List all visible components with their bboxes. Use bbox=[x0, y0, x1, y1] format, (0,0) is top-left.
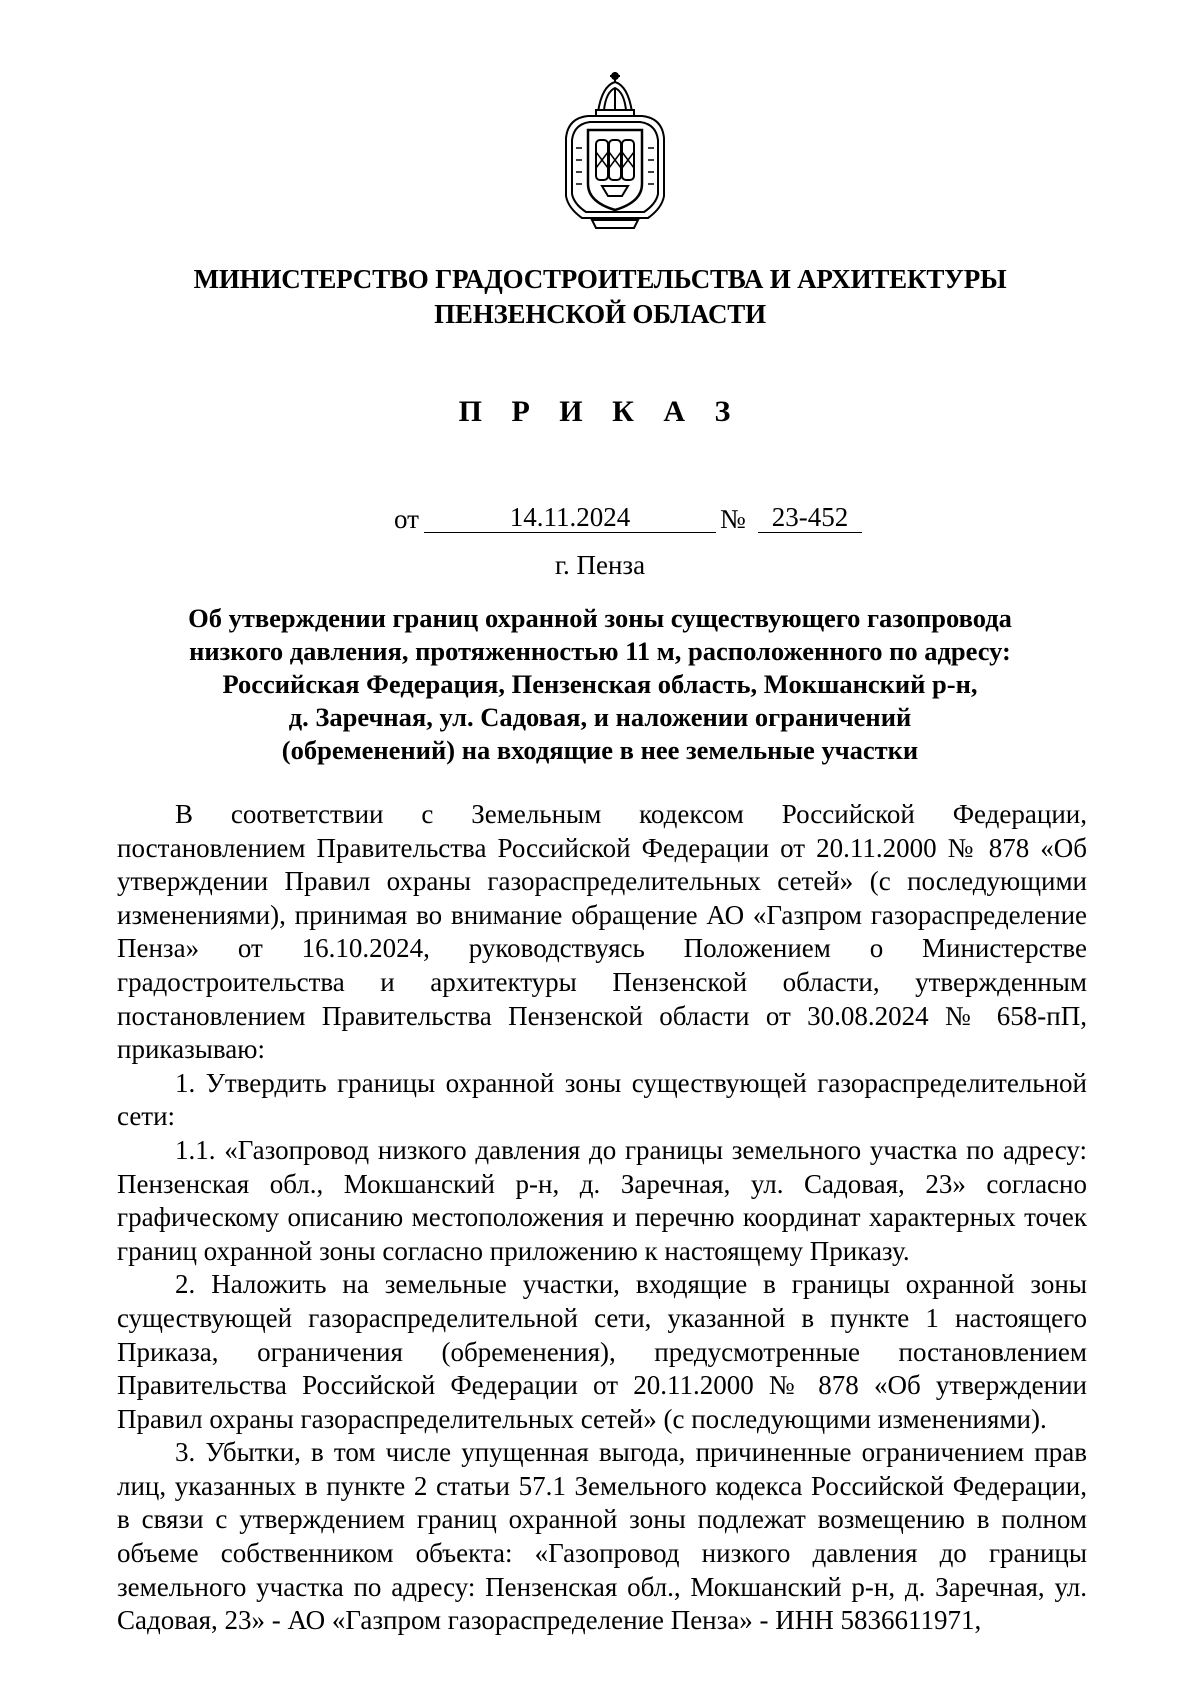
coat-of-arms-emblem bbox=[558, 68, 672, 236]
order-subject bbox=[0, 602, 1200, 767]
clause-1: 1. Утвердить границы охранной зоны существующей газораспределительной сети: bbox=[117, 1067, 1087, 1132]
preamble-paragraph: В соответствии с Земельным кодексом Российской Федерации, постановлением Правительства Российской Федерации от 20.11.2000 № 878 «Об утверждении Правил охраны газораспределительных сетей» (с последующими изменениями), принимая во внимание обращение АО «Газпром газораспределение Пенза» от 16.10.2024, руководствуясь Положением о Министерстве градостроительства и архитектуры Пензенской области, утвержденным постановлением Правительства Пензенской области от 30.08.2024 № 658-пП, приказываю: bbox=[117, 799, 1087, 1065]
order-body bbox=[117, 798, 1087, 1638]
subject-line: д. Заречная, ул. Садовая, и наложении ограничений bbox=[288, 702, 912, 732]
subject-line: Российская Федерация, Пензенская область, Мокшанский р-н, bbox=[222, 669, 978, 699]
date-prefix: от bbox=[394, 504, 419, 534]
clause-1-1: 1.1. «Газопровод низкого давления до границы земельного участка по адресу: Пензенская обл., Мокшанский р-н, д. Заречная, ул. Садовая, 23» согласно графическому описанию местоположения и перечню координат характерных точек границ охранной зоны согласно приложению к настоящему Приказу. bbox=[117, 1134, 1087, 1266]
clause-3: 3. Убытки, в том числе упущенная выгода, причиненные ограничением прав лиц, указанных в пункте 2 статьи 57.1 Земельного кодекса Российской Федерации, в связи с утверждением границ охранной зоны подлежат возмещению в полном объеме собственником объекта: «Газопровод низкого давления до границы земельного участка по адресу: Пензенская обл., Мокшанский р-н, д. Заречная, ул. Садовая, 23» - АО «Газпром газораспределение Пенза» - ИНН 5836611971, bbox=[117, 1437, 1087, 1636]
number-prefix: № bbox=[720, 504, 746, 534]
ministry-name-line2: ПЕНЗЕНСКОЙ ОБЛАСТИ bbox=[434, 299, 766, 329]
city-name: г. Пенза bbox=[554, 550, 646, 580]
date-number-line bbox=[0, 502, 1200, 536]
clause-2: 2. Наложить на земельные участки, входящие в границы охранной зоны существующей газораспределительной сети, указанной в пункте 1 настоящего Приказа, ограничения (обременения), предусмотренные постановлением Правительства Российской Федерации от 20.11.2000 № 878 «Об утверждении Правил охраны газораспределительных сетей» (с последующими изменениями). bbox=[117, 1269, 1087, 1434]
order-number: 23-452 bbox=[758, 502, 862, 533]
subject-line: (обременений) на входящие в нее земельные участки bbox=[281, 735, 919, 765]
order-date: 14.11.2024 bbox=[424, 502, 716, 533]
subject-line: низкого давления, протяженностью 11 м, расположенного по адресу: bbox=[189, 636, 1011, 666]
document-type-title: П Р И К А З bbox=[458, 395, 742, 428]
subject-line: Об утверждении границ охранной зоны существующего газопровода bbox=[188, 603, 1012, 633]
ministry-name-line1: МИНИСТЕРСТВО ГРАДОСТРОИТЕЛЬСТВА И АРХИТЕКТУРЫ bbox=[193, 264, 1007, 294]
